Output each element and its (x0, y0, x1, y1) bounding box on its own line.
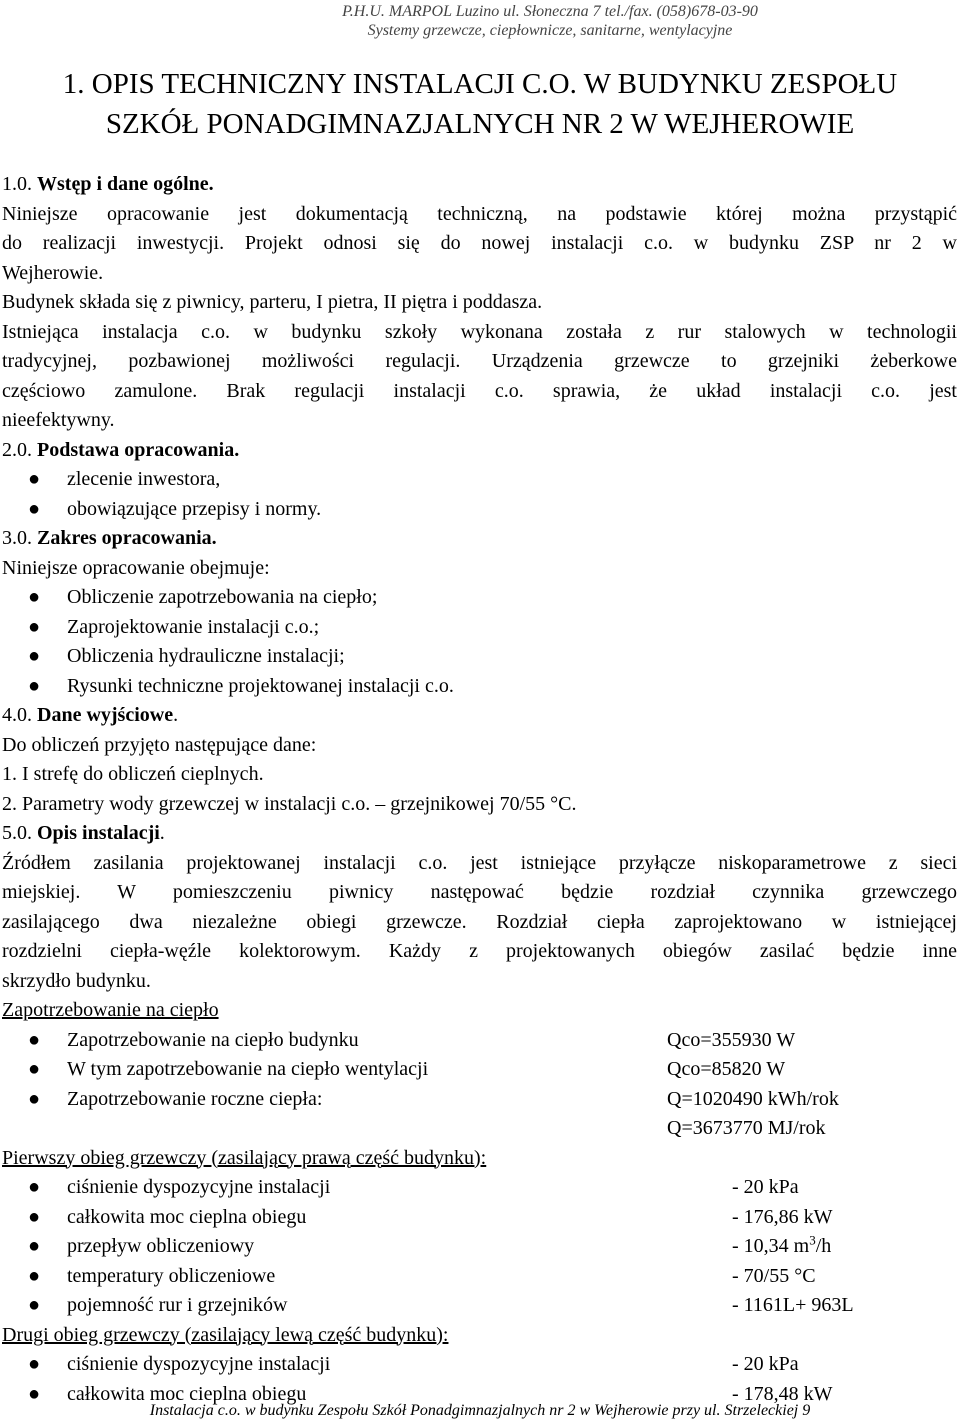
section-4-heading (2, 701, 957, 731)
bullet-icon: ● (28, 1205, 41, 1228)
list-item-text: Obliczenia hydrauliczne instalacji; (67, 645, 345, 667)
paragraph-line: Niniejsze opracowanie jest dokumentacją techniczną, na podstawie której można przystąpić (2, 202, 957, 225)
list-item-text: Rysunki techniczne projektowanej instalacji c.o. (67, 674, 454, 697)
document-title (0, 64, 960, 144)
row-value: - 20 kPa (732, 1176, 799, 1198)
demand-row (2, 1055, 957, 1085)
bullet-icon: ● (28, 615, 41, 638)
circuit-1-row (2, 1232, 957, 1262)
demand-row-extra (2, 1114, 957, 1144)
section-number: 4.0. (2, 704, 32, 726)
demand-row (2, 1026, 957, 1056)
paragraph-line: Istniejąca instalacja c.o. w budynku szkoły wykonana została z rur stalowych w technologii (2, 320, 957, 343)
bullet-icon: ● (28, 1382, 41, 1405)
paragraph-line: Niniejsze opracowanie obejmuje: (2, 556, 270, 579)
section-1-heading (2, 170, 957, 200)
row-value (732, 1232, 831, 1262)
page-header (300, 2, 800, 40)
bullet-icon: ● (28, 1353, 41, 1375)
paragraph-line: Do obliczeń przyjęto następujące dane: (2, 733, 317, 756)
list-item (2, 583, 957, 613)
header-services-line: Systemy grzewcze, ciepłownicze, sanitarne, wentylacyjne (367, 22, 733, 39)
row-value: Qco=355930 W (667, 1028, 796, 1051)
paragraph-line: nieefektywny. (2, 409, 115, 431)
section-number: 1.0. (2, 173, 32, 195)
bullet-icon: ● (28, 1264, 41, 1287)
row-label: W tym zapotrzebowanie na ciepło wentylacji (67, 1058, 429, 1080)
row-value: - 70/55 °C (732, 1264, 816, 1287)
paragraph-line: Budynek składa się z piwnicy, parteru, I pietra, II piętra i poddasza. (2, 291, 543, 313)
paragraph-line: tradycyjnej, pozbawionej możliwości regulacji. Urządzenia grzewcze to grzejniki żeberkowe (2, 350, 957, 372)
section-2-heading (2, 436, 957, 466)
row-value-main: - 10,34 m (732, 1235, 810, 1257)
row-label: przepływ obliczeniowy (67, 1235, 255, 1257)
list-item-text: obowiązujące przepisy i normy. (67, 497, 322, 520)
list-item-text: zlecenie inwestora, (67, 468, 221, 490)
row-label: pojemność rur i grzejników (67, 1294, 288, 1316)
bullet-icon: ● (28, 1058, 41, 1080)
demand-heading: Zapotrzebowanie na ciepło (2, 999, 219, 1021)
row-label: Zapotrzebowanie roczne ciepła: (67, 1087, 323, 1110)
section-title-dot: . (173, 704, 179, 726)
section-title: Opis instalacji (37, 822, 160, 844)
list-item (2, 465, 957, 495)
list-item-text: Zaprojektowanie instalacji c.o.; (67, 615, 320, 638)
row-value-superscript: 3 (809, 1232, 816, 1248)
bullet-icon: ● (28, 1176, 41, 1198)
section-5-heading (2, 819, 957, 849)
circuit-1-row (2, 1262, 957, 1292)
paragraph-line: Źródłem zasilania projektowanej instalacji c.o. jest istniejące przyłącze niskoparametrowe z sieci (2, 851, 957, 874)
row-label: całkowita moc cieplna obiegu (67, 1205, 307, 1228)
bullet-icon: ● (28, 468, 41, 490)
row-value: - 1161L+ 963L (732, 1294, 854, 1316)
section-title: Zakres opracowania. (37, 527, 217, 549)
section-title: Podstawa opracowania. (37, 438, 240, 461)
row-value: Q=3673770 MJ/rok (667, 1117, 826, 1139)
row-value: - 20 kPa (732, 1353, 799, 1375)
bullet-icon: ● (28, 1087, 41, 1110)
list-item (2, 642, 957, 672)
paragraph-line: zasilającego dwa niezależne obiegi grzewcze. Rozdział ciepła zaprojektowano w istniejącej (2, 910, 957, 933)
paragraph-line: częściowo zamulone. Brak regulacji instalacji c.o. sprawia, że układ instalacji c.o. jest (2, 379, 957, 402)
list-item (2, 613, 957, 643)
section-title: Wstęp i dane ogólne. (37, 173, 214, 195)
section-3-heading (2, 524, 957, 554)
header-company-line: P.H.U. MARPOL Luzino ul. Słoneczna 7 tel./fax. (058)678-03-90 (342, 3, 758, 20)
demand-row (2, 1085, 957, 1115)
circuit-2-heading: Drugi obieg grzewczy (zasilający lewą część budynku): (2, 1323, 449, 1346)
list-item (2, 495, 957, 525)
bullet-icon: ● (28, 1235, 41, 1257)
bullet-icon: ● (28, 497, 41, 520)
bullet-icon: ● (28, 1028, 41, 1051)
row-value: - 176,86 kW (732, 1205, 833, 1228)
row-label: ciśnienie dyspozycyjne instalacji (67, 1353, 331, 1375)
paragraph-line: Wejherowie. (2, 261, 104, 284)
title-line-2: SZKÓŁ PONADGIMNAZJALNYCH NR 2 W WEJHEROWIE (105, 108, 855, 140)
list-item (2, 672, 957, 702)
section-number: 2.0. (2, 438, 32, 461)
row-label: całkowita moc cieplna obiegu (67, 1382, 307, 1405)
paragraph-line: 2. Parametry wody grzewczej w instalacji c.o. – grzejnikowej 70/55 °C. (2, 792, 577, 815)
bullet-icon: ● (28, 645, 41, 667)
row-value: Q=1020490 kWh/rok (667, 1087, 839, 1110)
paragraph-line: miejskiej. W pomieszczeniu piwnicy następować będzie rozdział czynnika grzewczego (2, 881, 957, 903)
row-label: Zapotrzebowanie na ciepło budynku (67, 1028, 359, 1051)
paragraph-line: do realizacji inwestycji. Projekt odnosi się do nowej instalacji c.o. w budynku ZSP nr 2 w (2, 232, 957, 254)
bullet-icon: ● (28, 1294, 41, 1316)
section-number: 5.0. (2, 822, 32, 844)
bullet-icon: ● (28, 674, 41, 697)
section-title-dot: . (159, 822, 165, 844)
row-value-suffix: /h (815, 1235, 832, 1257)
bullet-icon: ● (28, 586, 41, 608)
circuit-1-row (2, 1291, 957, 1321)
section-number: 3.0. (2, 527, 32, 549)
row-value: Qco=85820 W (667, 1058, 786, 1080)
row-value: - 178,48 kW (732, 1382, 833, 1405)
circuit-1-row (2, 1203, 957, 1233)
row-label: temperatury obliczeniowe (67, 1264, 276, 1287)
circuit-1-row (2, 1173, 957, 1203)
document-body (2, 170, 957, 1409)
circuit-2-row (2, 1350, 957, 1380)
list-item-text: Obliczenie zapotrzebowania na ciepło; (67, 586, 378, 608)
paragraph-line: rozdzielni ciepła-węźle kolektorowym. Każdy z projektowanych obiegów zasilać będzie inne (2, 940, 957, 962)
circuit-1-heading: Pierwszy obieg grzewczy (zasilający prawą część budynku): (2, 1146, 487, 1169)
row-label: ciśnienie dyspozycyjne instalacji (67, 1176, 331, 1198)
paragraph-line: skrzydło budynku. (2, 969, 151, 992)
title-line-1: 1. OPIS TECHNICZNY INSTALACJI C.O. W BUDYNKU ZESPOŁU (62, 68, 898, 100)
page-footer: Instalacja c.o. w budynku Zespołu Szkół Ponadgimnazjalnych nr 2 w Wejherowie przy ul. Strzeleckiej 9 (149, 1402, 811, 1419)
section-title: Dane wyjściowe (37, 704, 174, 726)
paragraph-line: 1. I strefę do obliczeń cieplnych. (2, 763, 264, 785)
